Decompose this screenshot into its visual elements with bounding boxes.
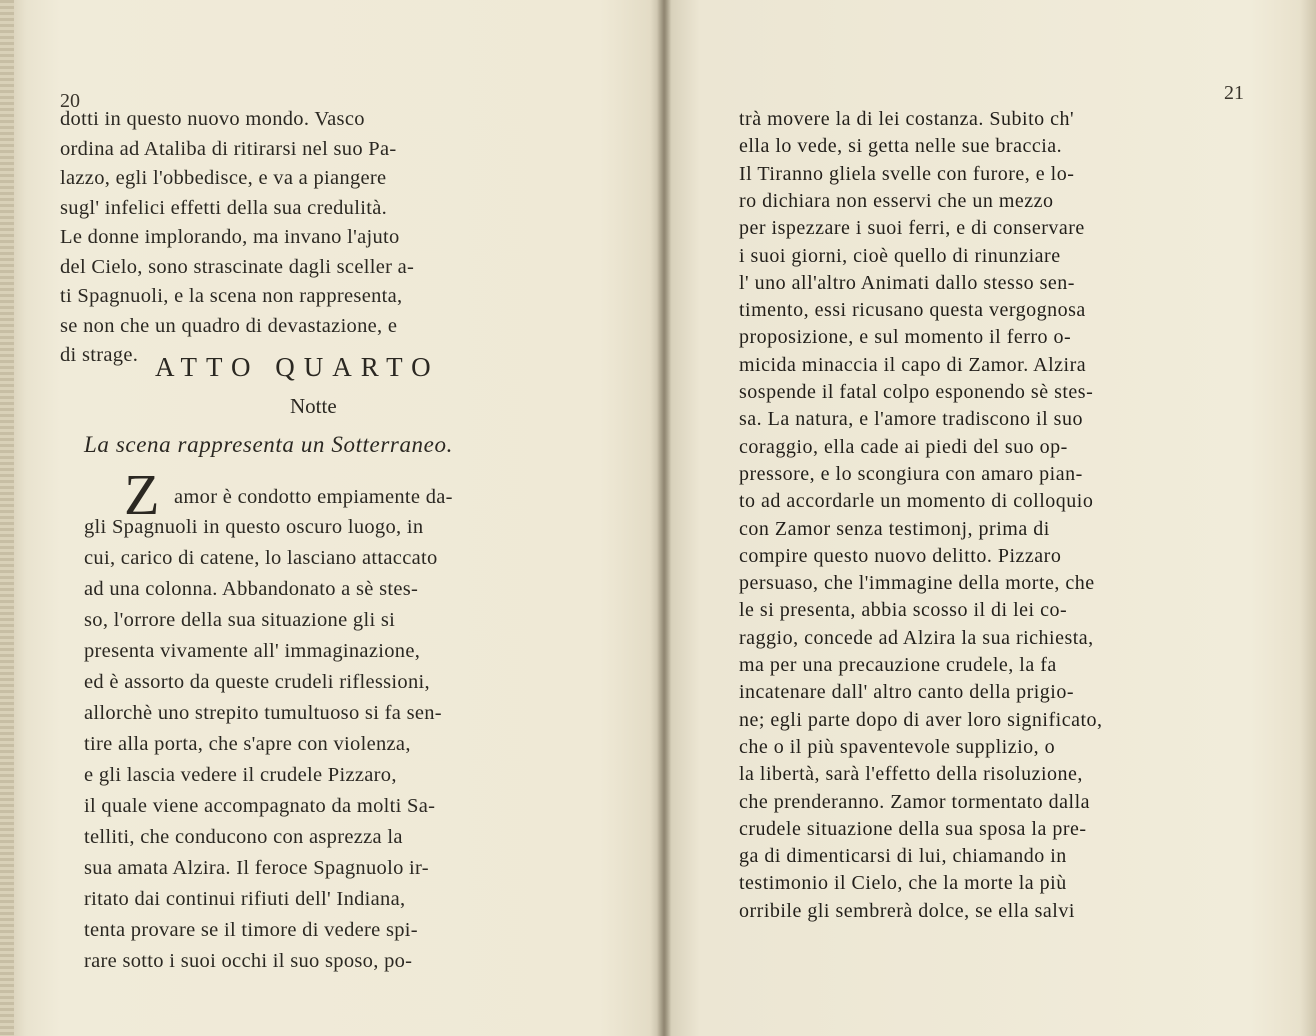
text-line: presenta vivamente all' immaginazione, [84,640,421,662]
text-line: crudele situazione della sua sposa la pre- [739,817,1087,840]
text-line: con Zamor senza testimonj, prima di [739,517,1050,540]
text-line: sospende il fatal colpo esponendo sè stes- [739,381,1094,403]
text-line: ti Spagnuoli, e la scena non rappresenta, [60,285,403,307]
text-line: ed è assorto da queste crudeli riflessioni, [84,671,430,693]
text-line: tire alla porta, che s'apre con violenza, [84,733,411,755]
text-line: e gli lascia vedere il crudele Pizzaro, [84,764,397,786]
text-line: lazzo, egli l'obbedisce, e va a piangere [60,167,387,189]
text-line: ne; egli parte dopo di aver loro significato, [739,708,1103,731]
text-line: Il Tiranno gliela svelle con furore, e lo- [739,162,1075,185]
text-line: micida minaccia il capo di Zamor. Alzira [739,353,1087,376]
text-line: orribile gli sembrerà dolce, se ella salvi [739,899,1075,922]
text-line: so, l'orrore della sua situazione gli si [84,609,396,631]
text-line: gli Spagnuoli in questo oscuro luogo, in [84,516,424,538]
text-line: trà movere la di lei costanza. Subito ch' [739,108,1075,130]
text-line: ma per una precauzione crudele, la fa [739,654,1057,676]
text-line: ritato dai continui rifiuti dell' Indiana, [84,888,406,910]
text-line: allorchè uno strepito tumultuoso si fa sen- [84,702,442,724]
text-line: proposizione, e sul momento il ferro o- [739,326,1072,349]
text-line: l' uno all'altro Animati dallo stesso sen- [739,271,1075,294]
scene-heading: La scena rappresenta un Sotterraneo. [84,432,453,457]
text-line: sua amata Alzira. Il feroce Spagnuolo ir- [84,857,429,879]
text-line: di strage. [60,344,139,366]
text-line: sugl' infelici effetti della sua credulità. [60,196,388,219]
page-number: 21 [1224,82,1244,104]
text-line: incatenare dall' altro canto della prigio- [739,681,1075,704]
right-page [671,0,1316,1036]
text-line: telliti, che conducono con asprezza la [84,826,403,848]
book-gutter [657,0,671,1036]
text-line: raggio, concede ad Alzira la sua richiesta, [739,626,1094,649]
text-line: ga di dimenticarsi di lui, chiamando in [739,845,1067,868]
text-line: se non che un quadro di devastazione, e [60,314,398,337]
text-line: ad una colonna. Abbandonato a sè stes- [84,578,419,600]
text-line: pressore, e lo scongiura con amaro pian- [739,462,1083,485]
text-line: che prenderanno. Zamor tormentato dalla [739,790,1091,813]
text-line: ro dichiara non esservi che un mezzo [739,189,1054,212]
text-line: del Cielo, sono strascinate dagli sceller a- [60,255,415,278]
act-subtitle: Notte [290,394,337,418]
text-line: le si presenta, abbia scosso il di lei co- [739,599,1068,622]
text-line: sa. La natura, e l'amore tradiscono il suo [739,408,1083,431]
text-line: coraggio, ella cade ai piedi del suo op- [739,435,1068,458]
text-line: testimonio il Cielo, che la morte la più [739,872,1067,895]
drop-cap: Z [124,462,160,527]
text-line: il quale viene accompagnato da molti Sa- [84,795,436,817]
text-line: to ad accordarle un momento di colloquio [739,490,1094,513]
text-line: la libertà, sarà l'effetto della risoluzione, [739,763,1083,786]
text-line: per ispezzare i suoi ferri, e di conservare [739,217,1085,240]
text-line: che o il più spaventevole supplizio, o [739,735,1056,758]
text-line: Le donne implorando, ma invano l'ajuto [60,226,400,248]
text-line: cui, carico di catene, lo lasciano attaccato [84,547,438,569]
text-line: amor è condotto empiamente da- [174,486,453,508]
text-line: ordina ad Ataliba di ritirarsi nel suo Pa- [60,137,397,160]
text-line: ella lo vede, si getta nelle sue braccia. [739,135,1063,158]
text-line: i suoi giorni, cioè quello di rinunziare [739,244,1061,267]
text-line: dotti in questo nuovo mondo. Vasco [60,108,365,130]
text-line: rare sotto i suoi occhi il suo sposo, po- [84,950,413,972]
text-line: tenta provare se il timore di vedere spi- [84,919,418,941]
page-number: 20 [60,90,80,112]
act-title: ATTO QUARTO [155,352,440,382]
text-line: persuaso, che l'immagine della morte, che [739,572,1095,595]
text-line: compire questo nuovo delitto. Pizzaro [739,544,1062,567]
text-line: timento, essi ricusano questa vergognosa [739,299,1086,322]
